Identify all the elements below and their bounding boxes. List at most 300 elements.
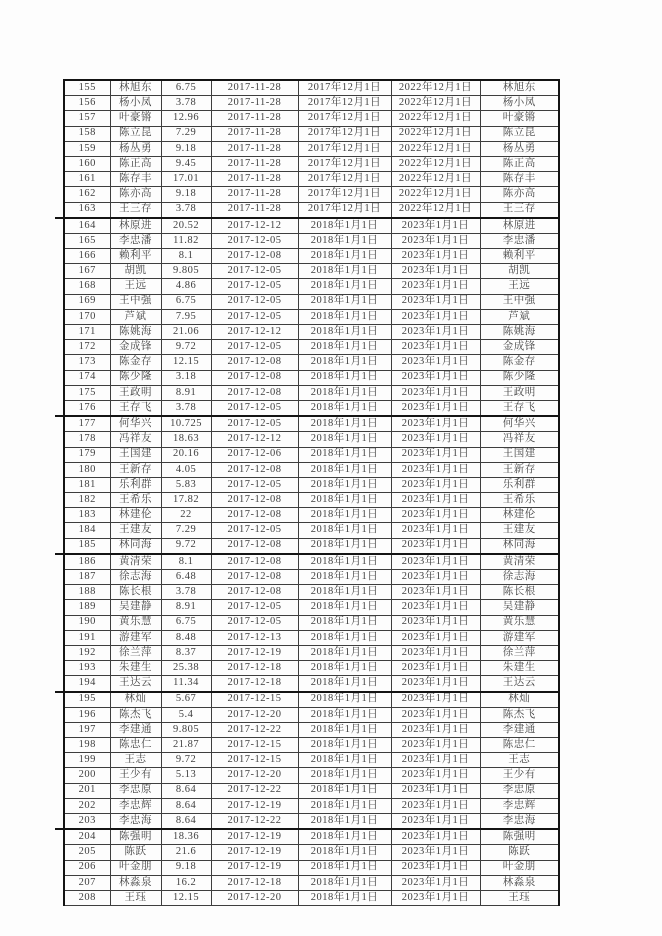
cell-start-date-cn: 2018年1月1日: [298, 309, 391, 324]
cell-name: 赖利平: [110, 249, 161, 264]
cell-end-date-cn: 2022年12月1日: [391, 156, 480, 171]
cell-name-repeat: 李忠原: [480, 783, 559, 798]
cell-row-number: 188: [64, 585, 110, 600]
cell-end-date-cn: 2023年1月1日: [391, 432, 480, 447]
cell-start-date-cn: 2018年1月1日: [298, 538, 391, 554]
cell-row-number: 170: [64, 309, 110, 324]
cell-record-date: 2017-12-08: [211, 370, 298, 385]
cell-name-repeat: 徐志海: [480, 570, 559, 585]
cell-record-date: 2017-12-20: [211, 707, 298, 722]
cell-name: 陈杰飞: [110, 707, 161, 722]
cell-amount: 9.72: [161, 538, 211, 554]
cell-amount: 11.82: [161, 233, 211, 248]
cell-start-date-cn: 2018年1月1日: [298, 860, 391, 875]
cell-end-date-cn: 2023年1月1日: [391, 738, 480, 753]
cell-name-repeat: 林旭东: [480, 80, 559, 96]
cell-start-date-cn: 2017年12月1日: [298, 111, 391, 126]
cell-start-date-cn: 2018年1月1日: [298, 477, 391, 492]
cell-amount: 6.75: [161, 615, 211, 630]
cell-name-repeat: 王国建: [480, 447, 559, 462]
cell-name-repeat: 陈杰飞: [480, 707, 559, 722]
cell-row-number: 157: [64, 111, 110, 126]
cell-name-repeat: 王三存: [480, 202, 559, 218]
cell-end-date-cn: 2023年1月1日: [391, 538, 480, 554]
table-row: [64, 202, 559, 218]
cell-start-date-cn: 2018年1月1日: [298, 829, 391, 845]
cell-name-repeat: 王新存: [480, 462, 559, 477]
cell-end-date-cn: 2022年12月1日: [391, 187, 480, 202]
cell-row-number: 200: [64, 768, 110, 783]
cell-name: 王建友: [110, 523, 161, 538]
cell-name-repeat: 陈长根: [480, 585, 559, 600]
cell-name-repeat: 陈正高: [480, 156, 559, 171]
table-row: [64, 523, 559, 538]
cell-end-date-cn: 2022年12月1日: [391, 96, 480, 111]
cell-amount: 22: [161, 508, 211, 523]
cell-start-date-cn: 2018年1月1日: [298, 218, 391, 234]
cell-amount: 8.37: [161, 645, 211, 660]
cell-end-date-cn: 2023年1月1日: [391, 279, 480, 294]
cell-record-date: 2017-12-18: [211, 676, 298, 692]
cell-name-repeat: 林建伦: [480, 508, 559, 523]
table-row: [64, 676, 559, 692]
cell-name: 陈金存: [110, 355, 161, 370]
table-row: [64, 156, 559, 171]
cell-start-date-cn: 2018年1月1日: [298, 294, 391, 309]
cell-start-date-cn: 2018年1月1日: [298, 692, 391, 708]
cell-name-repeat: 陈存丰: [480, 172, 559, 187]
cell-amount: 21.6: [161, 845, 211, 860]
cell-name: 王政明: [110, 385, 161, 400]
cell-end-date-cn: 2023年1月1日: [391, 814, 480, 830]
cell-record-date: 2017-12-18: [211, 661, 298, 676]
cell-end-date-cn: 2023年1月1日: [391, 477, 480, 492]
cell-end-date-cn: 2023年1月1日: [391, 447, 480, 462]
cell-record-date: 2017-12-08: [211, 538, 298, 554]
cell-row-number: 181: [64, 477, 110, 492]
cell-record-date: 2017-12-15: [211, 753, 298, 768]
cell-amount: 21.87: [161, 738, 211, 753]
cell-row-number: 207: [64, 875, 110, 890]
cell-end-date-cn: 2023年1月1日: [391, 661, 480, 676]
cell-name-repeat: 王珏: [480, 890, 559, 905]
cell-start-date-cn: 2017年12月1日: [298, 96, 391, 111]
cell-name-repeat: 叶豪锵: [480, 111, 559, 126]
cell-row-number: 175: [64, 385, 110, 400]
cell-name: 陈存丰: [110, 172, 161, 187]
cell-amount: 8.48: [161, 630, 211, 645]
cell-record-date: 2017-12-12: [211, 432, 298, 447]
cell-start-date-cn: 2018年1月1日: [298, 493, 391, 508]
cell-name-repeat: 王达云: [480, 676, 559, 692]
cell-row-number: 182: [64, 493, 110, 508]
cell-amount: 9.72: [161, 340, 211, 355]
cell-name: 林旭东: [110, 80, 161, 96]
cell-row-number: 169: [64, 294, 110, 309]
cell-row-number: 192: [64, 645, 110, 660]
cell-record-date: 2017-12-19: [211, 860, 298, 875]
cell-name: 徐志海: [110, 570, 161, 585]
cell-amount: 9.18: [161, 187, 211, 202]
cell-row-number: 174: [64, 370, 110, 385]
cell-amount: 18.36: [161, 829, 211, 845]
cell-record-date: 2017-12-19: [211, 798, 298, 813]
cell-name: 黄清荣: [110, 554, 161, 570]
cell-record-date: 2017-12-12: [211, 325, 298, 340]
cell-name: 金成锋: [110, 340, 161, 355]
cell-name-repeat: 林灿: [480, 692, 559, 708]
group-boundary-tick: [55, 217, 63, 219]
table-row: [64, 187, 559, 202]
cell-end-date-cn: 2023年1月1日: [391, 768, 480, 783]
cell-name-repeat: 王政明: [480, 385, 559, 400]
cell-record-date: 2017-12-05: [211, 615, 298, 630]
cell-name: 林淼泉: [110, 875, 161, 890]
cell-end-date-cn: 2023年1月1日: [391, 462, 480, 477]
cell-amount: 4.86: [161, 279, 211, 294]
cell-start-date-cn: 2017年12月1日: [298, 156, 391, 171]
table-row: [64, 477, 559, 492]
cell-start-date-cn: 2018年1月1日: [298, 630, 391, 645]
cell-end-date-cn: 2023年1月1日: [391, 600, 480, 615]
table-row: [64, 554, 559, 570]
cell-start-date-cn: 2018年1月1日: [298, 615, 391, 630]
cell-start-date-cn: 2018年1月1日: [298, 462, 391, 477]
cell-end-date-cn: 2023年1月1日: [391, 523, 480, 538]
cell-name-repeat: 赖利平: [480, 249, 559, 264]
cell-name: 王志: [110, 753, 161, 768]
cell-amount: 6.48: [161, 570, 211, 585]
cell-name-repeat: 王志: [480, 753, 559, 768]
table-row: [64, 768, 559, 783]
cell-name-repeat: 李忠潘: [480, 233, 559, 248]
cell-record-date: 2017-11-28: [211, 126, 298, 141]
cell-end-date-cn: 2023年1月1日: [391, 829, 480, 845]
cell-row-number: 206: [64, 860, 110, 875]
cell-name-repeat: 陈跃: [480, 845, 559, 860]
cell-end-date-cn: 2023年1月1日: [391, 233, 480, 248]
cell-amount: 20.52: [161, 218, 211, 234]
cell-name: 朱建生: [110, 661, 161, 676]
cell-row-number: 161: [64, 172, 110, 187]
cell-record-date: 2017-11-28: [211, 111, 298, 126]
cell-start-date-cn: 2018年1月1日: [298, 249, 391, 264]
cell-record-date: 2017-12-05: [211, 477, 298, 492]
cell-name-repeat: 黄清荣: [480, 554, 559, 570]
cell-record-date: 2017-11-28: [211, 172, 298, 187]
cell-amount: 17.01: [161, 172, 211, 187]
table-body: [64, 80, 559, 906]
cell-name: 王希乐: [110, 493, 161, 508]
cell-start-date-cn: 2018年1月1日: [298, 340, 391, 355]
cell-name: 林原进: [110, 218, 161, 234]
cell-amount: 8.91: [161, 600, 211, 615]
table-row: [64, 279, 559, 294]
cell-record-date: 2017-12-08: [211, 355, 298, 370]
cell-name-repeat: 李忠海: [480, 814, 559, 830]
cell-start-date-cn: 2018年1月1日: [298, 890, 391, 905]
cell-end-date-cn: 2023年1月1日: [391, 692, 480, 708]
cell-name: 王少有: [110, 768, 161, 783]
cell-amount: 9.72: [161, 753, 211, 768]
cell-name-repeat: 杨小凤: [480, 96, 559, 111]
cell-name: 李忠原: [110, 783, 161, 798]
cell-amount: 3.78: [161, 202, 211, 218]
cell-amount: 8.64: [161, 814, 211, 830]
table-row: [64, 80, 559, 96]
cell-end-date-cn: 2023年1月1日: [391, 630, 480, 645]
cell-name-repeat: 陈亦高: [480, 187, 559, 202]
cell-name-repeat: 林同海: [480, 538, 559, 554]
cell-record-date: 2017-12-05: [211, 309, 298, 324]
table-row: [64, 400, 559, 416]
cell-start-date-cn: 2018年1月1日: [298, 416, 391, 432]
table-row: [64, 570, 559, 585]
cell-record-date: 2017-12-13: [211, 630, 298, 645]
cell-amount: 6.75: [161, 294, 211, 309]
cell-amount: 12.96: [161, 111, 211, 126]
cell-end-date-cn: 2023年1月1日: [391, 845, 480, 860]
cell-amount: 3.78: [161, 96, 211, 111]
cell-start-date-cn: 2018年1月1日: [298, 738, 391, 753]
cell-start-date-cn: 2018年1月1日: [298, 279, 391, 294]
cell-end-date-cn: 2023年1月1日: [391, 570, 480, 585]
cell-name: 杨小凤: [110, 96, 161, 111]
cell-record-date: 2017-12-05: [211, 294, 298, 309]
cell-row-number: 156: [64, 96, 110, 111]
cell-end-date-cn: 2023年1月1日: [391, 753, 480, 768]
cell-amount: 8.91: [161, 385, 211, 400]
cell-end-date-cn: 2023年1月1日: [391, 783, 480, 798]
cell-start-date-cn: 2018年1月1日: [298, 385, 391, 400]
cell-end-date-cn: 2023年1月1日: [391, 860, 480, 875]
cell-row-number: 176: [64, 400, 110, 416]
cell-name: 王珏: [110, 890, 161, 905]
table-row: [64, 340, 559, 355]
cell-name-repeat: 吴建静: [480, 600, 559, 615]
cell-name-repeat: 王建友: [480, 523, 559, 538]
table-row: [64, 508, 559, 523]
cell-record-date: 2017-11-28: [211, 96, 298, 111]
table-row: [64, 875, 559, 890]
cell-name: 陈立昆: [110, 126, 161, 141]
cell-row-number: 187: [64, 570, 110, 585]
table-row: [64, 798, 559, 813]
cell-start-date-cn: 2018年1月1日: [298, 707, 391, 722]
table-row: [64, 493, 559, 508]
cell-name: 陈姚海: [110, 325, 161, 340]
cell-end-date-cn: 2023年1月1日: [391, 890, 480, 905]
cell-end-date-cn: 2023年1月1日: [391, 722, 480, 737]
cell-name-repeat: 何华兴: [480, 416, 559, 432]
group-boundary-tick: [55, 553, 63, 555]
cell-amount: 6.75: [161, 80, 211, 96]
cell-name: 王远: [110, 279, 161, 294]
cell-row-number: 183: [64, 508, 110, 523]
cell-record-date: 2017-11-28: [211, 156, 298, 171]
cell-amount: 5.67: [161, 692, 211, 708]
cell-amount: 21.06: [161, 325, 211, 340]
cell-record-date: 2017-12-05: [211, 400, 298, 416]
table-row: [64, 845, 559, 860]
cell-name: 陈少隆: [110, 370, 161, 385]
cell-name: 胡凯: [110, 264, 161, 279]
cell-record-date: 2017-12-08: [211, 462, 298, 477]
table-row: [64, 538, 559, 554]
table-row: [64, 370, 559, 385]
cell-amount: 7.29: [161, 523, 211, 538]
cell-start-date-cn: 2018年1月1日: [298, 570, 391, 585]
cell-row-number: 178: [64, 432, 110, 447]
cell-amount: 9.45: [161, 156, 211, 171]
table-row: [64, 753, 559, 768]
table-row: [64, 218, 559, 234]
cell-row-number: 167: [64, 264, 110, 279]
cell-amount: 8.1: [161, 554, 211, 570]
cell-name-repeat: 王远: [480, 279, 559, 294]
cell-amount: 12.15: [161, 355, 211, 370]
cell-start-date-cn: 2017年12月1日: [298, 141, 391, 156]
cell-row-number: 191: [64, 630, 110, 645]
cell-name-repeat: 芦斌: [480, 309, 559, 324]
table-row: [64, 783, 559, 798]
cell-record-date: 2017-11-28: [211, 80, 298, 96]
table-row: [64, 707, 559, 722]
cell-name-repeat: 黄乐慧: [480, 615, 559, 630]
cell-row-number: 185: [64, 538, 110, 554]
cell-name: 林建伦: [110, 508, 161, 523]
cell-name-repeat: 杨丛勇: [480, 141, 559, 156]
cell-amount: 18.63: [161, 432, 211, 447]
cell-record-date: 2017-12-08: [211, 570, 298, 585]
cell-row-number: 197: [64, 722, 110, 737]
table-row: [64, 111, 559, 126]
cell-start-date-cn: 2017年12月1日: [298, 80, 391, 96]
cell-end-date-cn: 2023年1月1日: [391, 355, 480, 370]
cell-name-repeat: 陈姚海: [480, 325, 559, 340]
table-row: [64, 294, 559, 309]
cell-amount: 9.805: [161, 264, 211, 279]
cell-record-date: 2017-12-05: [211, 600, 298, 615]
cell-name: 李建通: [110, 722, 161, 737]
table-row: [64, 416, 559, 432]
cell-row-number: 164: [64, 218, 110, 234]
cell-record-date: 2017-12-19: [211, 845, 298, 860]
cell-name-repeat: 徐兰萍: [480, 645, 559, 660]
cell-record-date: 2017-12-06: [211, 447, 298, 462]
cell-record-date: 2017-12-08: [211, 508, 298, 523]
table-row: [64, 585, 559, 600]
cell-row-number: 184: [64, 523, 110, 538]
cell-name-repeat: 林淼泉: [480, 875, 559, 890]
cell-name: 陈亦高: [110, 187, 161, 202]
cell-record-date: 2017-12-22: [211, 814, 298, 830]
cell-name: 王中强: [110, 294, 161, 309]
cell-record-date: 2017-12-05: [211, 523, 298, 538]
cell-name: 王新存: [110, 462, 161, 477]
table-row: [64, 829, 559, 845]
cell-start-date-cn: 2018年1月1日: [298, 523, 391, 538]
cell-amount: 9.805: [161, 722, 211, 737]
cell-row-number: 173: [64, 355, 110, 370]
table-row: [64, 645, 559, 660]
cell-row-number: 193: [64, 661, 110, 676]
cell-end-date-cn: 2022年12月1日: [391, 80, 480, 96]
cell-amount: 10.725: [161, 416, 211, 432]
cell-end-date-cn: 2023年1月1日: [391, 585, 480, 600]
cell-end-date-cn: 2023年1月1日: [391, 264, 480, 279]
cell-start-date-cn: 2017年12月1日: [298, 172, 391, 187]
cell-record-date: 2017-12-05: [211, 233, 298, 248]
cell-end-date-cn: 2023年1月1日: [391, 249, 480, 264]
cell-name-repeat: 王中强: [480, 294, 559, 309]
cell-row-number: 194: [64, 676, 110, 692]
cell-start-date-cn: 2018年1月1日: [298, 645, 391, 660]
cell-name: 王国建: [110, 447, 161, 462]
cell-start-date-cn: 2018年1月1日: [298, 798, 391, 813]
cell-amount: 20.16: [161, 447, 211, 462]
cell-name: 陈忠仁: [110, 738, 161, 753]
table-row: [64, 141, 559, 156]
cell-row-number: 201: [64, 783, 110, 798]
cell-start-date-cn: 2018年1月1日: [298, 753, 391, 768]
cell-row-number: 158: [64, 126, 110, 141]
cell-name: 黄乐慧: [110, 615, 161, 630]
cell-record-date: 2017-12-19: [211, 645, 298, 660]
cell-start-date-cn: 2018年1月1日: [298, 233, 391, 248]
cell-record-date: 2017-12-05: [211, 264, 298, 279]
cell-name: 徐兰萍: [110, 645, 161, 660]
cell-name-repeat: 李建通: [480, 722, 559, 737]
cell-row-number: 172: [64, 340, 110, 355]
table-row: [64, 722, 559, 737]
cell-start-date-cn: 2018年1月1日: [298, 355, 391, 370]
cell-name-repeat: 王希乐: [480, 493, 559, 508]
group-boundary-tick: [55, 828, 63, 830]
cell-record-date: 2017-12-20: [211, 768, 298, 783]
cell-row-number: 203: [64, 814, 110, 830]
cell-name-repeat: 陈少隆: [480, 370, 559, 385]
cell-start-date-cn: 2018年1月1日: [298, 508, 391, 523]
cell-record-date: 2017-12-05: [211, 416, 298, 432]
cell-name-repeat: 陈金存: [480, 355, 559, 370]
cell-record-date: 2017-11-28: [211, 187, 298, 202]
cell-amount: 11.34: [161, 676, 211, 692]
cell-name-repeat: 王少有: [480, 768, 559, 783]
cell-row-number: 171: [64, 325, 110, 340]
cell-name-repeat: 李忠辉: [480, 798, 559, 813]
cell-amount: 9.18: [161, 860, 211, 875]
cell-end-date-cn: 2022年12月1日: [391, 126, 480, 141]
cell-start-date-cn: 2018年1月1日: [298, 447, 391, 462]
cell-amount: 5.13: [161, 768, 211, 783]
cell-row-number: 180: [64, 462, 110, 477]
cell-name: 吴建静: [110, 600, 161, 615]
cell-name: 叶豪锵: [110, 111, 161, 126]
cell-record-date: 2017-12-19: [211, 829, 298, 845]
cell-amount: 9.18: [161, 141, 211, 156]
cell-start-date-cn: 2018年1月1日: [298, 661, 391, 676]
cell-record-date: 2017-12-08: [211, 585, 298, 600]
cell-name: 陈强明: [110, 829, 161, 845]
cell-row-number: 168: [64, 279, 110, 294]
cell-amount: 7.29: [161, 126, 211, 141]
cell-name-repeat: 冯祥友: [480, 432, 559, 447]
group-boundary-tick: [55, 691, 63, 693]
cell-end-date-cn: 2022年12月1日: [391, 172, 480, 187]
table-row: [64, 432, 559, 447]
cell-amount: 7.95: [161, 309, 211, 324]
